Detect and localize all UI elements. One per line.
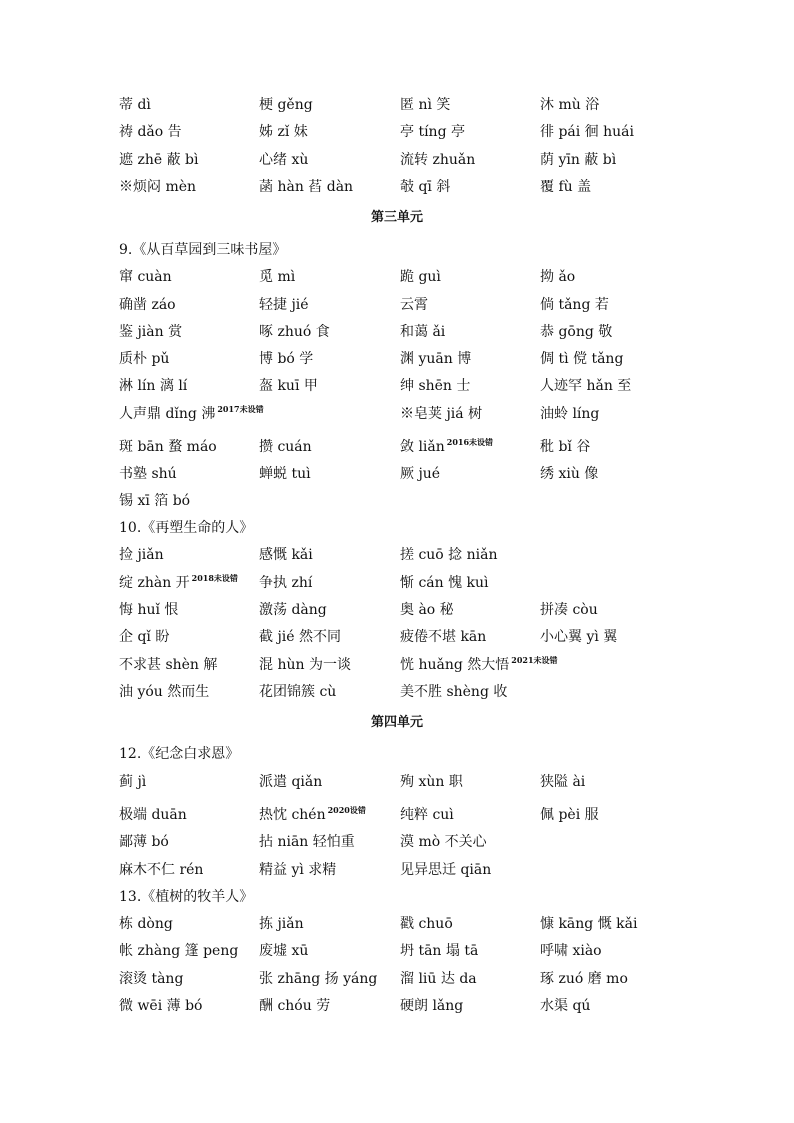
vocab-item: 栋 dòng: [119, 916, 173, 932]
vocab-row: [119, 913, 679, 935]
vocab-item: 水渠 qú: [540, 998, 591, 1014]
vocab-row: [119, 968, 679, 990]
vocab-row: [119, 321, 679, 343]
vocab-item: 蝉蜕 tuì: [259, 466, 311, 482]
vocab-item: [119, 572, 238, 594]
vocab-item: 斑 bān 蝥 máo: [119, 439, 217, 455]
vocab-item: 匿 nì 笑: [400, 97, 451, 113]
vocab-item: 拗 ǎo: [540, 269, 576, 285]
lesson-title: 12.《纪念白求恩》: [119, 746, 240, 762]
vocab-item: 荫 yīn 蔽 bì: [540, 152, 617, 168]
vocab-item: 覆 fù 盖: [540, 179, 592, 195]
vocab-row: [119, 294, 679, 316]
vocab-item: 琢 zuó 磨 mo: [540, 971, 628, 987]
unit-heading: 第四单元: [370, 715, 423, 730]
unit-heading: 第三单元: [370, 210, 423, 225]
vocab-word: 恍 huǎng 然大悟: [400, 657, 510, 673]
vocab-item: 捡 jiǎn: [119, 547, 164, 563]
vocab-item: 渊 yuān 博: [400, 351, 472, 367]
vocab-item: 亭 tíng 亭: [400, 124, 465, 140]
vocab-item: 张 zhāng 扬 yáng: [259, 971, 378, 987]
vocab-item: 梗 gěng: [259, 97, 313, 113]
vocab-item: 花团锦簇 cù: [259, 684, 337, 700]
vocab-item: 不求甚 shèn 解: [119, 657, 218, 673]
vocab-item: 油蛉 líng: [540, 406, 600, 422]
vocab-item: 坍 tān 塌 tā: [400, 943, 479, 959]
vocab-item: 姊 zǐ 妹: [259, 124, 308, 140]
vocab-item: 绅 shēn 士: [400, 378, 471, 394]
vocab-item: 菡 hàn 萏 dàn: [259, 179, 354, 195]
vocab-row: [119, 804, 679, 826]
vocab-item: 拼凑 còu: [540, 602, 598, 618]
vocab-row: [119, 771, 679, 793]
vocab-item: 疲倦不堪 kān: [400, 629, 487, 645]
vocab-row: [119, 176, 679, 198]
vocab-item: 鄙薄 bó: [119, 834, 169, 850]
vocab-item: [259, 804, 366, 826]
vocab-item: 窜 cuàn: [119, 269, 172, 285]
vocab-row: [119, 266, 679, 288]
vocab-item: 精益 yì 求精: [259, 862, 337, 878]
vocab-item: 酬 chóu 劳: [259, 998, 331, 1014]
vocab-item: 跪 guì: [400, 269, 441, 285]
vocab-item: 心绪 xù: [259, 152, 309, 168]
exam-note: 2020设错: [327, 805, 366, 816]
vocab-word: 敛 liǎn: [400, 439, 445, 455]
vocab-word: 绽 zhàn 开: [119, 575, 190, 591]
vocab-item: 倘 tǎng 若: [540, 297, 609, 313]
vocab-item: 徘 pái 徊 huái: [540, 124, 634, 140]
vocab-item: 滚烫 tàng: [119, 971, 184, 987]
vocab-item: 企 qǐ 盼: [119, 629, 170, 645]
vocab-item: 争执 zhí: [259, 575, 313, 591]
vocab-row: [119, 940, 679, 962]
vocab-item: 纯粹 cuì: [400, 807, 454, 823]
vocab-item: 博 bó 学: [259, 351, 314, 367]
vocab-word: 热忱 chén: [259, 807, 326, 823]
vocab-item: 流转 zhuǎn: [400, 152, 476, 168]
vocab-row: [119, 626, 679, 648]
lesson-title: 9.《从百草园到三味书屋》: [119, 242, 287, 258]
vocab-row: [119, 403, 679, 425]
vocab-item: 啄 zhuó 食: [259, 324, 330, 340]
vocab-row: [119, 375, 679, 397]
vocab-item: 书塾 shú: [119, 466, 177, 482]
vocab-row: [119, 831, 679, 853]
vocab-item: 秕 bǐ 谷: [540, 439, 591, 455]
vocab-item: 拣 jiǎn: [259, 916, 304, 932]
vocab-item: 极端 duān: [119, 807, 187, 823]
vocab-item: 混 hùn 为一谈: [259, 657, 351, 673]
vocab-item: 见异思迁 qiān: [400, 862, 492, 878]
vocab-row: [119, 436, 679, 458]
vocab-row: [119, 490, 679, 512]
exam-note: 2016未设错: [446, 437, 494, 448]
vocab-row: [119, 995, 679, 1017]
vocab-word: 人声鼎 dǐng 沸: [119, 406, 216, 422]
vocab-row: [119, 149, 679, 171]
vocab-item: 派遣 qiǎn: [259, 774, 323, 790]
vocab-item: 轻捷 jié: [259, 297, 309, 313]
vocab-row: [119, 348, 679, 370]
vocab-item: 蒂 dì: [119, 97, 151, 113]
exam-note: 2018未设错: [191, 573, 238, 584]
vocab-item: 感慨 kǎi: [259, 547, 313, 563]
vocab-item: 慷 kāng 慨 kǎi: [540, 916, 638, 932]
vocab-item: 硬朗 lǎng: [400, 998, 464, 1014]
vocab-item: 盔 kuī 甲: [259, 378, 318, 394]
vocab-item: 云霄: [400, 297, 428, 313]
vocab-item: 殉 xùn 职: [400, 774, 463, 790]
vocab-item: [400, 436, 493, 458]
vocab-item: 淋 lín 漓 lí: [119, 378, 188, 394]
vocab-item: 美不胜 shèng 收: [400, 684, 508, 700]
vocab-item: 恭 gōng 敬: [540, 324, 613, 340]
vocab-item: 沐 mù 浴: [540, 97, 600, 113]
vocab-row: [119, 681, 679, 703]
vocab-item: 攒 cuán: [259, 439, 312, 455]
vocab-item: 悔 huǐ 恨: [119, 602, 179, 618]
vocab-item: 绣 xiù 像: [540, 466, 599, 482]
vocab-item: 溜 liū 达 da: [400, 971, 477, 987]
vocab-item: 搓 cuō 捻 niǎn: [400, 547, 498, 563]
vocab-item: 惭 cán 愧 kuì: [400, 575, 489, 591]
vocab-item: 蓟 jì: [119, 774, 147, 790]
vocab-item: ※皂荚 jiá 树: [400, 406, 483, 422]
vocab-item: 截 jié 然不同: [259, 629, 342, 645]
lesson-title: 10.《再塑生命的人》: [119, 520, 254, 536]
lesson-title: 13.《植树的牧羊人》: [119, 889, 254, 905]
vocab-item: 废墟 xū: [259, 943, 309, 959]
vocab-item: 麻木不仁 rén: [119, 862, 204, 878]
vocab-item: 锡 xī 箔 bó: [119, 493, 191, 509]
vocab-item: 厥 jué: [400, 466, 441, 482]
vocab-item: 祷 dǎo 告: [119, 124, 182, 140]
vocab-item: 小心翼 yì 翼: [540, 629, 618, 645]
vocab-item: 佩 pèi 服: [540, 807, 599, 823]
vocab-item: 攲 qī 斜: [400, 179, 451, 195]
vocab-row: [119, 599, 679, 621]
vocab-item: 帐 zhàng 篷 peng: [119, 943, 239, 959]
vocab-row: [119, 572, 679, 594]
vocab-item: [400, 654, 558, 676]
vocab-item: 遮 zhē 蔽 bì: [119, 152, 199, 168]
vocab-item: 鉴 jiàn 赏: [119, 324, 183, 340]
vocab-row: [119, 544, 679, 566]
vocab-item: 奥 ào 秘: [400, 602, 454, 618]
vocab-item: 微 wēi 薄 bó: [119, 998, 203, 1014]
vocab-item: 戳 chuō: [400, 916, 453, 932]
vocab-item: 激荡 dàng: [259, 602, 327, 618]
vocab-row: [119, 94, 679, 116]
vocab-item: 确凿 záo: [119, 297, 176, 313]
vocab-item: 和蔼 ǎi: [400, 324, 446, 340]
vocab-item: 狭隘 ài: [540, 774, 586, 790]
vocab-item: 漠 mò 不关心: [400, 834, 487, 850]
vocab-row: [119, 654, 679, 676]
vocab-row: [119, 859, 679, 881]
exam-note: 2017未设错: [217, 404, 264, 415]
vocab-item: ※烦闷 mèn: [119, 179, 197, 195]
vocab-row: [119, 463, 679, 485]
vocab-item: 呼啸 xiào: [540, 943, 602, 959]
vocab-item: 油 yóu 然而生: [119, 684, 210, 700]
vocab-item: 人迹罕 hǎn 至: [540, 378, 632, 394]
vocab-item: 倜 tì 傥 tǎng: [540, 351, 624, 367]
exam-note: 2021未设错: [511, 655, 558, 666]
vocab-item: 质朴 pǔ: [119, 351, 170, 367]
vocab-item: 觅 mì: [259, 269, 296, 285]
vocab-item: 拈 niān 轻怕重: [259, 834, 355, 850]
vocab-row: [119, 121, 679, 143]
vocab-item: [119, 403, 264, 425]
